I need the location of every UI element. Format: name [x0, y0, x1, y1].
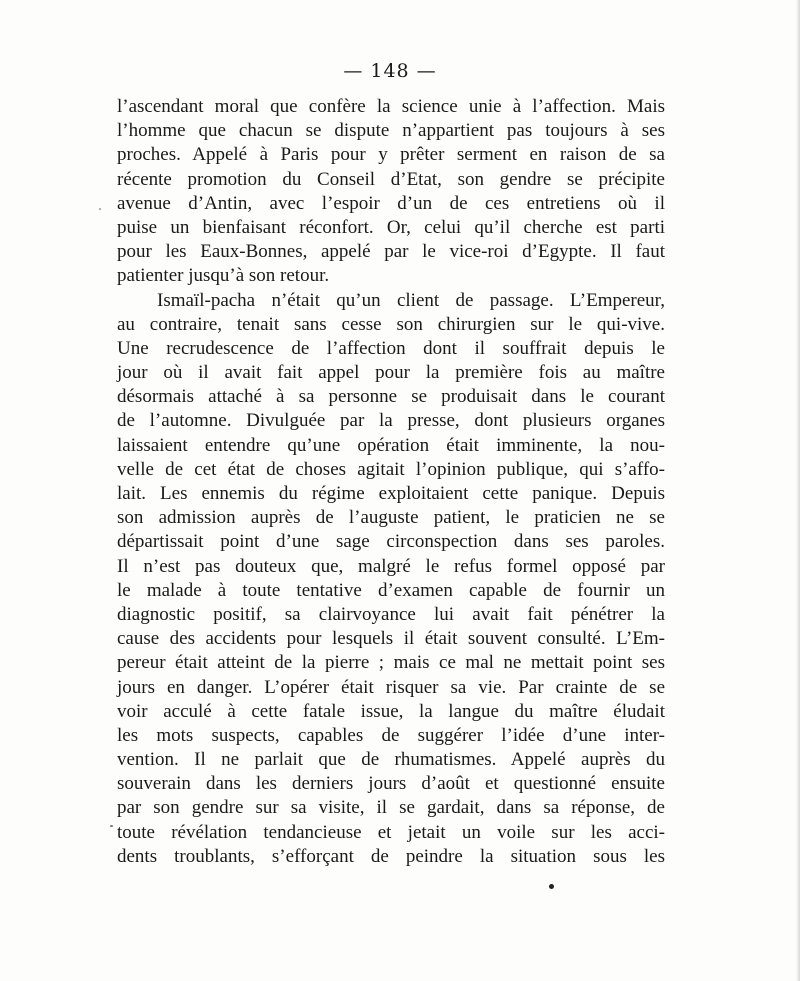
text-line: Ismaïl-pacha n’était qu’un client de passage. L’Empereur,	[157, 289, 665, 311]
text-line: son admission auprès de l’auguste patient, le praticien ne se	[117, 507, 665, 529]
text-line: jours en danger. L’opérer était risquer sa vie. Par crainte de se	[117, 676, 665, 698]
text-line: voir acculé à cette fatale issue, la langue du maître éludait	[117, 700, 665, 722]
ink-speck	[110, 825, 113, 827]
text-line: de l’automne. Divulguée par la presse, dont plusieurs organes	[117, 410, 665, 432]
text-line: toute révélation tendancieuse et jetait un voile sur les acci-	[117, 821, 665, 843]
page-edge-shadow	[796, 0, 800, 981]
text-line: le malade à toute tentative d’examen capable de fournir un	[117, 579, 665, 601]
text-line: l’ascendant moral que confère la science unie à l’affection. Mais	[117, 96, 665, 117]
text-line: diagnostic positif, sa clairvoyance lui avait fait pénétrer la	[117, 603, 665, 625]
text-line: lait. Les ennemis du régime exploitaient cette panique. Depuis	[117, 483, 665, 504]
text-line: souverain dans les derniers jours d’août et questionné ensuite	[117, 773, 665, 795]
text-line: Il n’est pas douteux que, malgré le refus formel opposé par	[117, 555, 665, 577]
text-line: pereur était atteint de la pierre ; mais ce mal ne mettait point ses	[117, 652, 665, 674]
text-line: velle de cet état de choses agitait l’opinion publique, qui s’affo-	[117, 458, 665, 480]
text-line: laissaient entendre qu’une opération était imminente, la nou-	[117, 434, 665, 456]
text-line: l’homme que chacun se dispute n’appartient pas toujours à ses	[117, 120, 665, 142]
text-line: patienter jusqu’à son retour.	[117, 265, 330, 287]
text-line: avenue d’Antin, avec l’espoir d’un de ces entretiens où il	[117, 192, 665, 214]
text-line: désormais attaché à sa personne se produisait dans le courant	[117, 386, 665, 408]
page-number: — 148 —	[343, 60, 437, 82]
text-line: Une recrudescence de l’affection dont il souffrait depuis le	[117, 337, 665, 359]
text-line: jour où il avait fait appel pour la première fois au maître	[117, 362, 665, 384]
text-line: au contraire, tenait sans cesse son chirurgien sur le qui-vive.	[117, 313, 665, 335]
text-line: pour les Eaux-Bonnes, appelé par le vice-roi d’Egypte. Il faut	[117, 241, 665, 263]
ink-speck	[549, 884, 554, 889]
text-line: récente promotion du Conseil d’Etat, son gendre se précipite	[117, 168, 665, 190]
text-line: dents troublants, s’efforçant de peindre la situation sous les	[117, 845, 665, 867]
body-text	[117, 95, 665, 869]
text-line: proches. Appelé à Paris pour y prêter serment en raison de sa	[117, 144, 665, 166]
ink-speck	[99, 208, 101, 210]
text-line: par son gendre sur sa visite, il se gardait, dans sa réponse, de	[117, 797, 665, 819]
text-line: puise un bienfaisant réconfort. Or, celui qu’il cherche est parti	[117, 216, 665, 238]
text-line: cause des accidents pour lesquels il était souvent consulté. L’Em-	[117, 628, 665, 650]
text-line: les mots suspects, capables de suggérer l’idée d’une inter-	[117, 724, 665, 746]
text-line: départissait point d’une sage circonspection dans ses paroles.	[117, 531, 665, 553]
text-line: vention. Il ne parlait que de rhumatismes. Appelé auprès du	[117, 749, 665, 771]
